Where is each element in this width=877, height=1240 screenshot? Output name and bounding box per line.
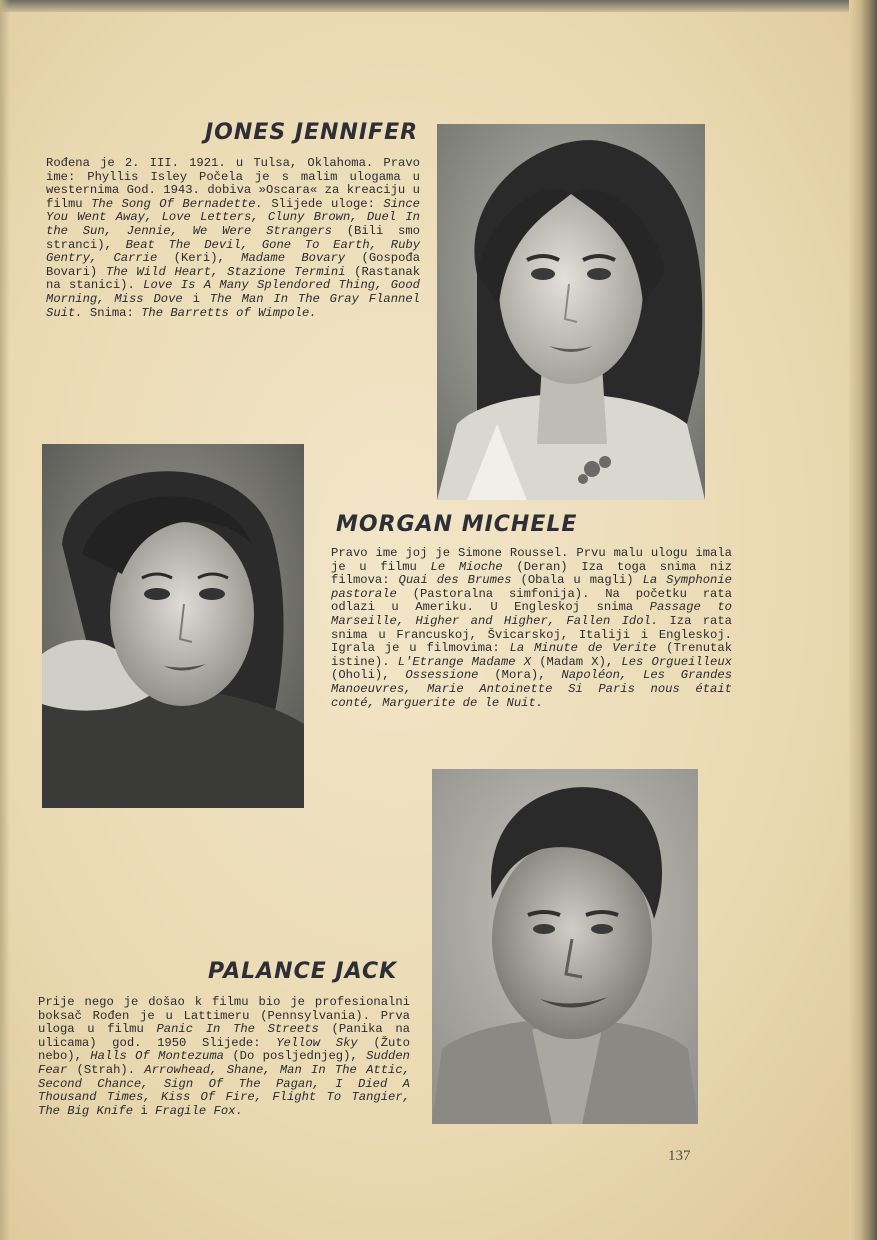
bio-text: (Panika na ulicama) god. 1950 Slijede: bbox=[38, 1022, 410, 1050]
page-edge-left bbox=[0, 0, 10, 1240]
film-title-text: Love Is A Many Splendored Thing, Good Morning, Miss Dove bbox=[46, 278, 420, 306]
film-title-text: Yellow Sky bbox=[276, 1035, 358, 1050]
bio-text: (Oholi), bbox=[331, 668, 406, 683]
entry-heading-jones-jennifer: JONES JENNIFER bbox=[205, 120, 419, 145]
bio-text: (Gospođa Bovari) bbox=[46, 251, 421, 279]
bio-text: (Deran) Iza toga snima niz filmova: bbox=[331, 559, 732, 588]
film-title-text: Le Mioche bbox=[430, 559, 503, 574]
entry-heading-morgan-michele: MORGAN MICHELE bbox=[336, 512, 578, 537]
entry-bio-jones-jennifer bbox=[46, 157, 420, 320]
film-title-text: L'Etrange Madame X bbox=[397, 654, 532, 669]
photo-portrait-jones-jennifer bbox=[437, 124, 705, 500]
film-title-text: Panic In The Streets bbox=[156, 1022, 319, 1037]
bio-text: (Madam X), bbox=[531, 654, 622, 669]
bio-text: (Trenutak istine). bbox=[331, 641, 733, 669]
film-title-text: The Man In The Gray Flannel Suit. bbox=[46, 291, 420, 320]
bio-text: i bbox=[133, 1103, 156, 1118]
film-title-text: Halls Of Montezuma bbox=[90, 1049, 224, 1064]
film-title-text: Arrowhead, Shane, Man In The Attic, Second Chance, Sign Of The Pagan, I Died A Thousand Times, Kiss Of Fire, Flight To Tangier, The Big Knife bbox=[38, 1062, 410, 1118]
bio-text: (Rastanak na stanici). bbox=[46, 264, 421, 293]
film-title-text: La Symphonie pastorale bbox=[331, 573, 732, 601]
film-title-text: Napoléon, Les Grandes Manoeuvres, Marie Antoinette Si Paris nous était conté, Marguerite de le Nuit. bbox=[331, 668, 733, 710]
bio-text: Rođena je 2. III. 1921. u Tulsa, Oklahoma. Pravo ime: Phyllis Isley Počela je s malim ulogama u westernima God. 1943. dobiva »Oscara« za kreaciju u filmu bbox=[46, 156, 420, 211]
film-title-text: La Minute de Verite bbox=[509, 641, 657, 656]
bio-text: (Do posljednjeg), bbox=[224, 1049, 367, 1064]
entry-bio-morgan-michele bbox=[331, 547, 732, 710]
entry-bio-palance-jack bbox=[38, 996, 410, 1118]
bio-text: (Žuto nebo), bbox=[38, 1035, 410, 1064]
bio-text: (Pastoralna simfonija). Na početku rata odlazi u Ameriku. U Engleskoj snima bbox=[331, 586, 732, 615]
bio-text: Snima: bbox=[82, 305, 142, 320]
page-number: 137 bbox=[668, 1148, 691, 1164]
film-title-text: Madame Bovary bbox=[241, 251, 346, 266]
bio-text: Pravo ime joj je Simone Roussel. Prvu malu ulogu imala je u filmu bbox=[331, 546, 732, 574]
film-title-text: Fragile Fox. bbox=[155, 1103, 243, 1118]
bio-text: (Strah). bbox=[67, 1062, 145, 1077]
bio-text: (Obala u magli) bbox=[511, 573, 643, 588]
bio-text: (Mora), bbox=[478, 668, 562, 683]
bio-text: Slijede uloge: bbox=[262, 196, 384, 211]
film-title-text: Beat The Devil, Gone To Earth, Ruby Gentry, Carrie bbox=[46, 237, 421, 266]
bio-text: Prije nego je došao k filmu bio je profesionalni boksač Rođen je u Lattimeru (Pennsylvania). Prva uloga u filmu bbox=[38, 995, 410, 1037]
book-gutter-top bbox=[0, 0, 877, 12]
film-title-text: The Song Of Bernadette. bbox=[91, 196, 263, 211]
film-title-text: Quai des Brumes bbox=[398, 573, 512, 588]
photo-portrait-morgan-michele bbox=[42, 444, 304, 808]
entry-heading-palance-jack: PALANCE JACK bbox=[208, 959, 398, 984]
bio-text: Iza rata snima u Francuskoj, Švicarskoj, Italiji i Engleskoj. Igrala je u filmovima: bbox=[331, 613, 732, 656]
film-title-text: The Wild Heart, Stazione Termini bbox=[105, 264, 346, 279]
film-title-text: Ossessione bbox=[405, 668, 479, 683]
film-title-text: The Barretts of Wimpole. bbox=[141, 305, 317, 320]
film-title-text: Les Orgueilleux bbox=[621, 654, 732, 669]
page-edge-right bbox=[849, 0, 877, 1240]
film-title-text: Passage to Marseille, Higher and Higher, Fallen Idol. bbox=[331, 600, 733, 628]
bio-text: i bbox=[182, 291, 210, 306]
film-title-text: Sudden Fear bbox=[38, 1049, 410, 1077]
bio-text: (Keri), bbox=[157, 251, 242, 266]
photo-portrait-palance-jack bbox=[432, 769, 698, 1124]
film-title-text: Since You Went Away, Love Letters, Cluny Brown, Duel In the Sun, Jennie, We Were Strangers bbox=[46, 196, 420, 238]
bio-text: (Bili smo stranci), bbox=[46, 223, 421, 252]
